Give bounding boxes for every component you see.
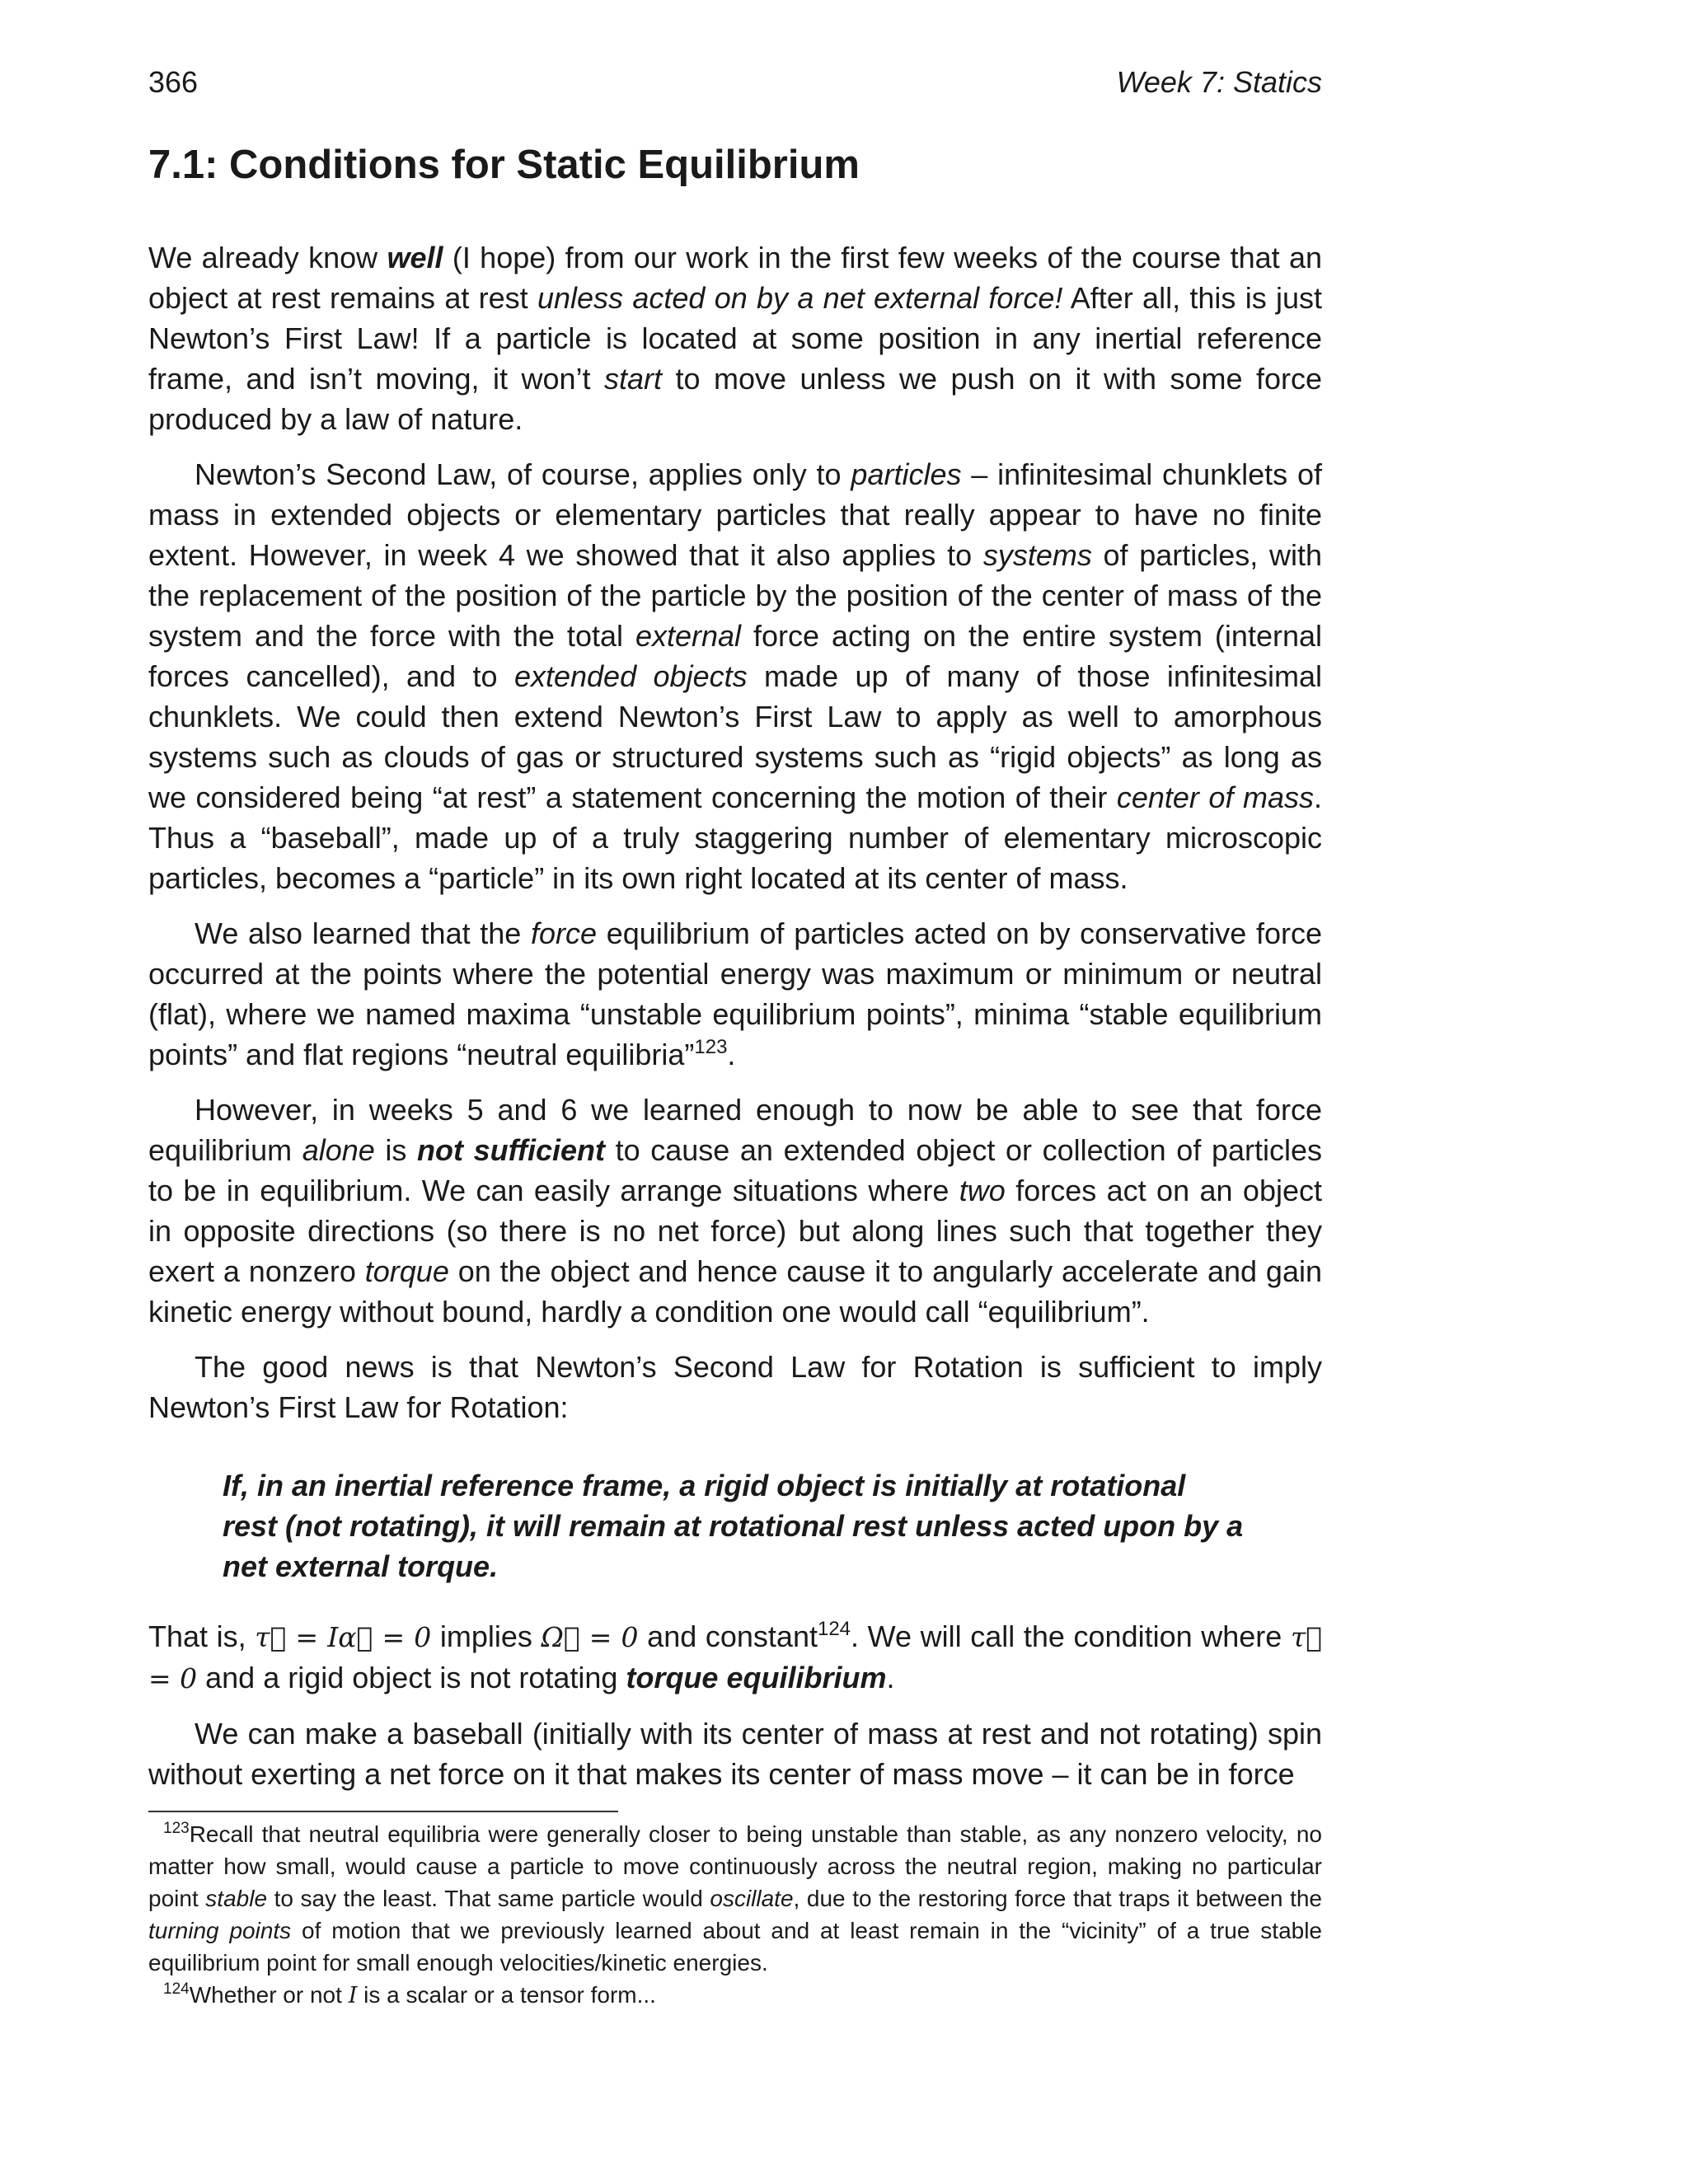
paragraph-6 (148, 1616, 1322, 1699)
text-run: and a rigid object is not rotating (197, 1661, 626, 1694)
emphasis: unless acted on by a net external force! (537, 281, 1063, 315)
text-run: equilibrium of particles acted on by conservative force occurred at the points where the potential energy was maximum or minimum or neutral (flat), where we named maxima “unstable equilibrium points”, minima “stable equilibrium points” and flat regions “neutral equilibria” (148, 916, 1322, 1071)
text-run: Newton’s Second Law, of course, applies only to (195, 457, 851, 491)
text-run: to cause an extended object or collection of particles to be in equilibrium. We can easily arrange situations where (148, 1133, 1323, 1207)
text-run: to move unless we push on it with some force produced by a law of nature. (148, 362, 1322, 436)
paragraph-4 (148, 1090, 1322, 1332)
equation-torque: τ⃗ = Iα⃗ = 0 (255, 1621, 432, 1653)
footnote-ref-123[interactable]: 123 (694, 1036, 728, 1058)
text-run: forces act on an object in opposite directions (so there is no net force) but along lines such that together they exert a nonzero (148, 1174, 1322, 1288)
text-run: (I hope) from our work in the first few weeks of the course that an object at rest remains at rest (148, 241, 1323, 315)
text-run: of particles, with the replacement of the position of the particle by the position of the center of mass of the system and the force with the total (148, 538, 1322, 653)
text-run: . Thus a “baseball”, made up of a truly staggering number of elementary microscopic particles, becomes a “particle” in its own right located at its center of mass. (148, 780, 1323, 895)
emphasis: extended objects (513, 659, 748, 693)
text-run: . We will call the condition where (851, 1619, 1291, 1653)
text-run: on the object and hence cause it to angularly accelerate and gain kinetic energy without bound, hardly a condition one would call “equilibrium”. (148, 1254, 1322, 1329)
emphasis-strong: not sufficient (417, 1133, 605, 1167)
footnote-123 (148, 1818, 1322, 1979)
text-run: . (886, 1661, 895, 1694)
body-text (148, 237, 1322, 1809)
paragraph-1 (148, 237, 1322, 439)
text-run: Whether or not (189, 1982, 349, 2008)
emphasis: stable (205, 1886, 268, 1911)
text-run: to say the least. That same particle would (267, 1886, 710, 1911)
emphasis: particles (851, 457, 962, 491)
emphasis: alone (302, 1133, 375, 1167)
running-chapter-title: Week 7: Statics (1116, 65, 1322, 99)
footnote-ref-124[interactable]: 124 (817, 1618, 851, 1640)
text-run: implies (431, 1619, 542, 1653)
paragraph-5: The good news is that Newton’s Second Law for Rotation is sufficient to imply Newton’s First Law for Rotation: (148, 1350, 1322, 1424)
text-run: However, in weeks 5 and 6 we learned enough to now be able to see that force equilibrium (148, 1093, 1322, 1167)
text-run: force acting on the entire system (internal forces cancelled), and to (148, 619, 1322, 693)
text-run: After all, this is just Newton’s First Law! If a particle is located at some position in any inertial reference frame, and isn’t moving, it won’t (148, 281, 1323, 396)
paragraph-7: We can make a baseball (initially with its center of mass at rest and not rotating) spin without exerting a net force on it that makes its center of mass move – it can be in force (148, 1717, 1322, 1791)
footnote-mark: 123 (163, 1820, 190, 1837)
footnote-124 (148, 1979, 1322, 2012)
emphasis: center of mass (1116, 780, 1314, 814)
text-run: made up of many of those infinitesimal chunklets. We could then extend Newton’s First Law to apply as well to amorphous systems such as clouds of gas or structured systems such as “rigid objects” as long as we considered being “at rest” a statement concerning the motion of their (148, 659, 1322, 814)
term-torque-equilibrium: torque equilibrium (626, 1661, 887, 1694)
text-run: That is, (148, 1619, 256, 1653)
text-run: . (727, 1038, 736, 1071)
emphasis: external (635, 619, 742, 653)
footnotes (148, 1818, 1322, 2012)
equation-torque-zero: τ⃗ = 0 (148, 1621, 1323, 1694)
footnote-mark: 124 (163, 1980, 190, 1998)
emphasis: start (604, 362, 663, 396)
text-run: and constant (638, 1619, 818, 1653)
math-inertia: I (348, 1983, 358, 2008)
emphasis: systems (982, 538, 1092, 572)
text-run: is a scalar or a tensor form... (357, 1982, 656, 2008)
section-title: 7.1: Conditions for Static Equilibrium (148, 143, 860, 187)
equation-omega: Ω⃗ = 0 (541, 1621, 639, 1653)
emphasis: turning points (148, 1918, 292, 1943)
paragraph-3 (148, 913, 1322, 1075)
text-run: – infinitesimal chunklets of mass in extended objects or elementary particles that really appear to have no finite extent. However, in week 4 we showed that it also applies to (148, 457, 1322, 572)
running-head (148, 64, 1322, 105)
emphasis-strong: well (387, 241, 443, 274)
text-run: is (374, 1133, 418, 1167)
emphasis: torque (364, 1254, 449, 1288)
text-run: of motion that we previously learned about and at least remain in the “vicinity” of a true stable equilibrium point for small enough velocities/kinetic energies. (148, 1918, 1323, 1975)
emphasis: oscillate (710, 1886, 794, 1911)
emphasis: force (531, 916, 598, 950)
paragraph-2 (148, 454, 1322, 898)
page-number: 366 (148, 65, 199, 99)
text-run: , due to the restoring force that traps it between the (793, 1886, 1322, 1911)
text-run: We already know (148, 241, 387, 274)
emphasis: two (959, 1174, 1006, 1207)
text-run: We also learned that the (195, 916, 532, 950)
newtons-first-law-rotation: If, in an inertial reference frame, a rigid object is initially at rotational rest (not rotating), it will remain at rotational rest unless acted upon by a net external torque. (223, 1469, 1244, 1583)
text-run: Recall that neutral equilibria were generally closer to being unstable than stable, as any nonzero velocity, no matter how small, would cause a particle to move continuously across the neutral region, making no particular point (148, 1821, 1322, 1911)
footnote-rule (148, 1811, 618, 1812)
